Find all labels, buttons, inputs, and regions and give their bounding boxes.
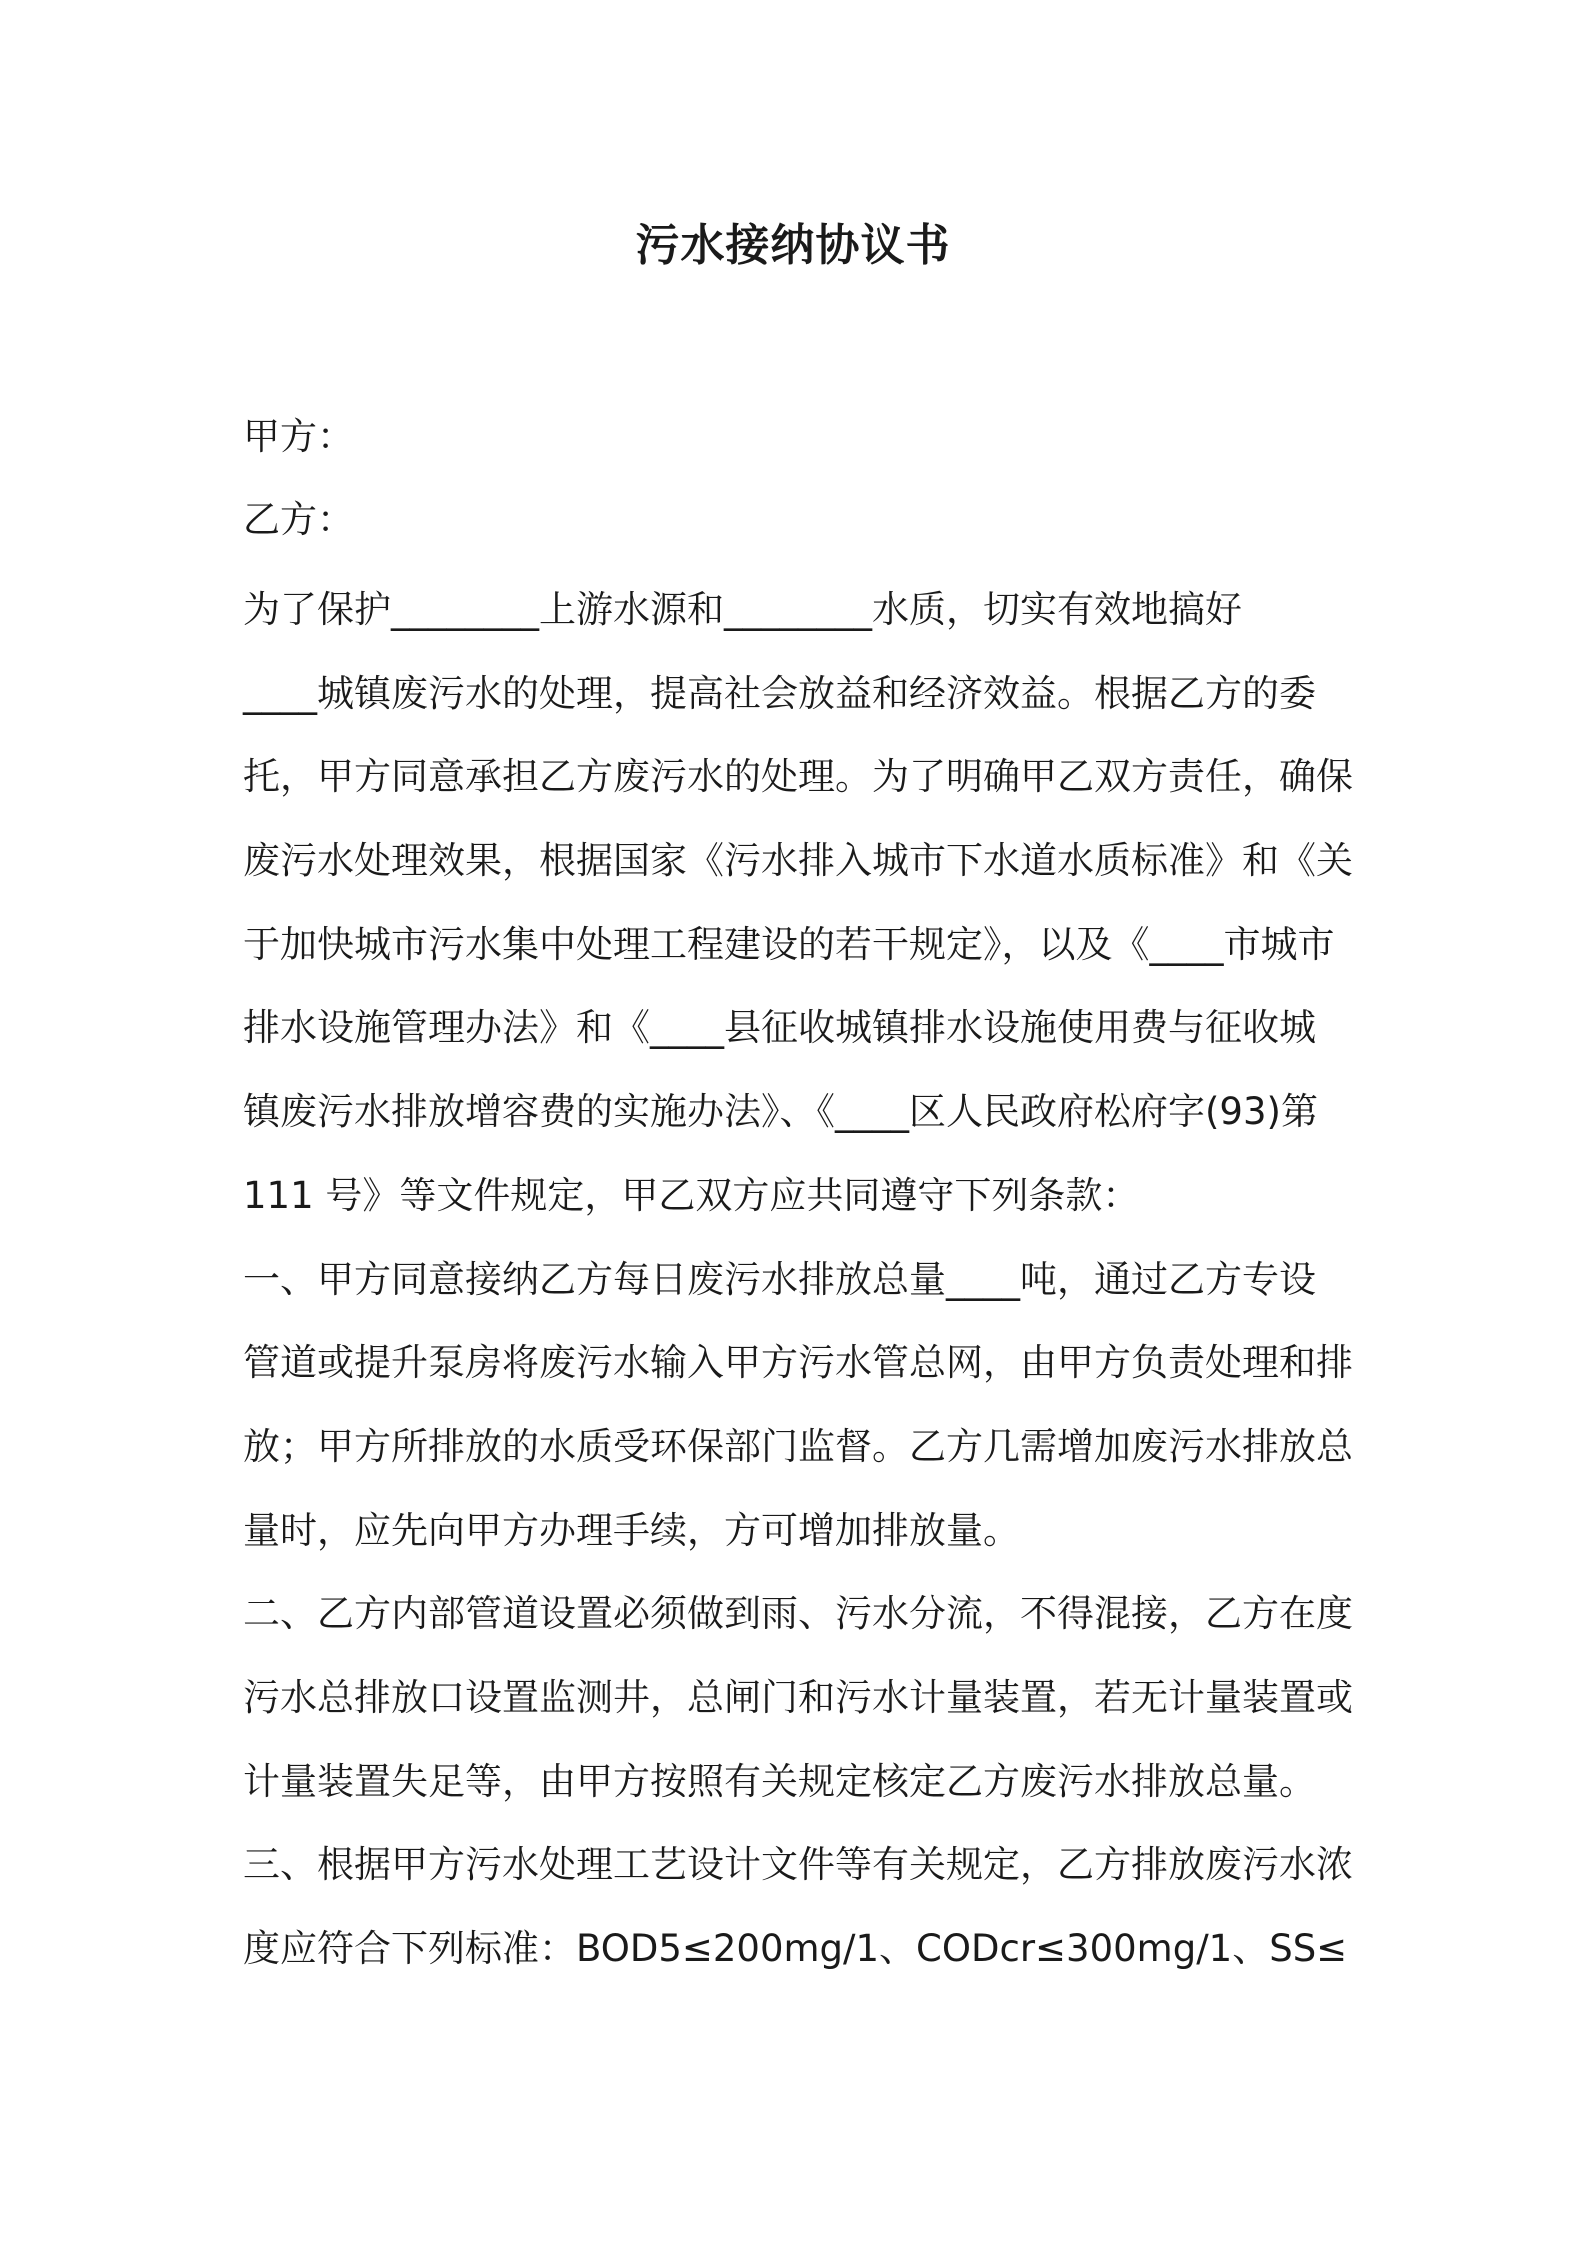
clause-3-line: 三、根据甲方污水处理工艺设计文件等有关规定，乙方排放废污水浓 — [243, 1843, 1353, 1887]
clause-1-line: 管道或提升泵房将废污水输入甲方污水管总网，由甲方负责处理和排 — [243, 1341, 1353, 1385]
party-a-label: 甲方： — [243, 415, 354, 458]
body-line: 为了保护________上游水源和________水质，切实有效地搞好 — [243, 588, 1242, 631]
body-line: 废污水处理效果，根据国家《污水排入城市下水道水质标准》和《关 — [243, 839, 1353, 883]
body-line: 111 号》等文件规定，甲乙双方应共同遵守下列条款： — [243, 1173, 1140, 1217]
agreement-body — [243, 585, 1358, 2008]
body-line: ____城镇废污水的处理，提高社会放益和经济效益。根据乙方的委 — [243, 671, 1316, 715]
party-b-label: 乙方： — [243, 498, 354, 541]
body-line: 托，甲方同意承担乙方废污水的处理。为了明确甲乙双方责任，确保 — [243, 755, 1353, 799]
clause-1-line: 量时，应先向甲方办理手续，方可增加排放量。 — [243, 1508, 1020, 1552]
document-title: 污水接纳协议书 — [635, 220, 951, 271]
clause-2-line: 二、乙方内部管道设置必须做到雨、污水分流，不得混接，乙方在度 — [243, 1592, 1353, 1636]
clause-2-line: 污水总排放口设置监测井，总闸门和污水计量装置，若无计量装置或 — [243, 1675, 1353, 1719]
body-line: 镇废污水排放增容费的实施办法》、《____区人民政府松府字(93)第 — [243, 1090, 1318, 1134]
clause-1-line: 一、甲方同意接纳乙方每日废污水排放总量____吨，通过乙方专设 — [243, 1257, 1316, 1301]
body-line: 于加快城市污水集中处理工程建设的若干规定》，以及《____市城市 — [243, 922, 1335, 966]
body-line: 排水设施管理办法》和《____县征收城镇排水设施使用费与征收城 — [243, 1006, 1316, 1050]
clause-3-line: 度应符合下列标准：BOD5≤200mg/1、CODcr≤300mg/1、SS≤ — [243, 1927, 1348, 1970]
clause-1-line: 放；甲方所排放的水质受环保部门监督。乙方几需增加废污水排放总 — [243, 1424, 1353, 1468]
clause-2-line: 计量装置失足等，由甲方按照有关规定核定乙方废污水排放总量。 — [243, 1759, 1316, 1803]
